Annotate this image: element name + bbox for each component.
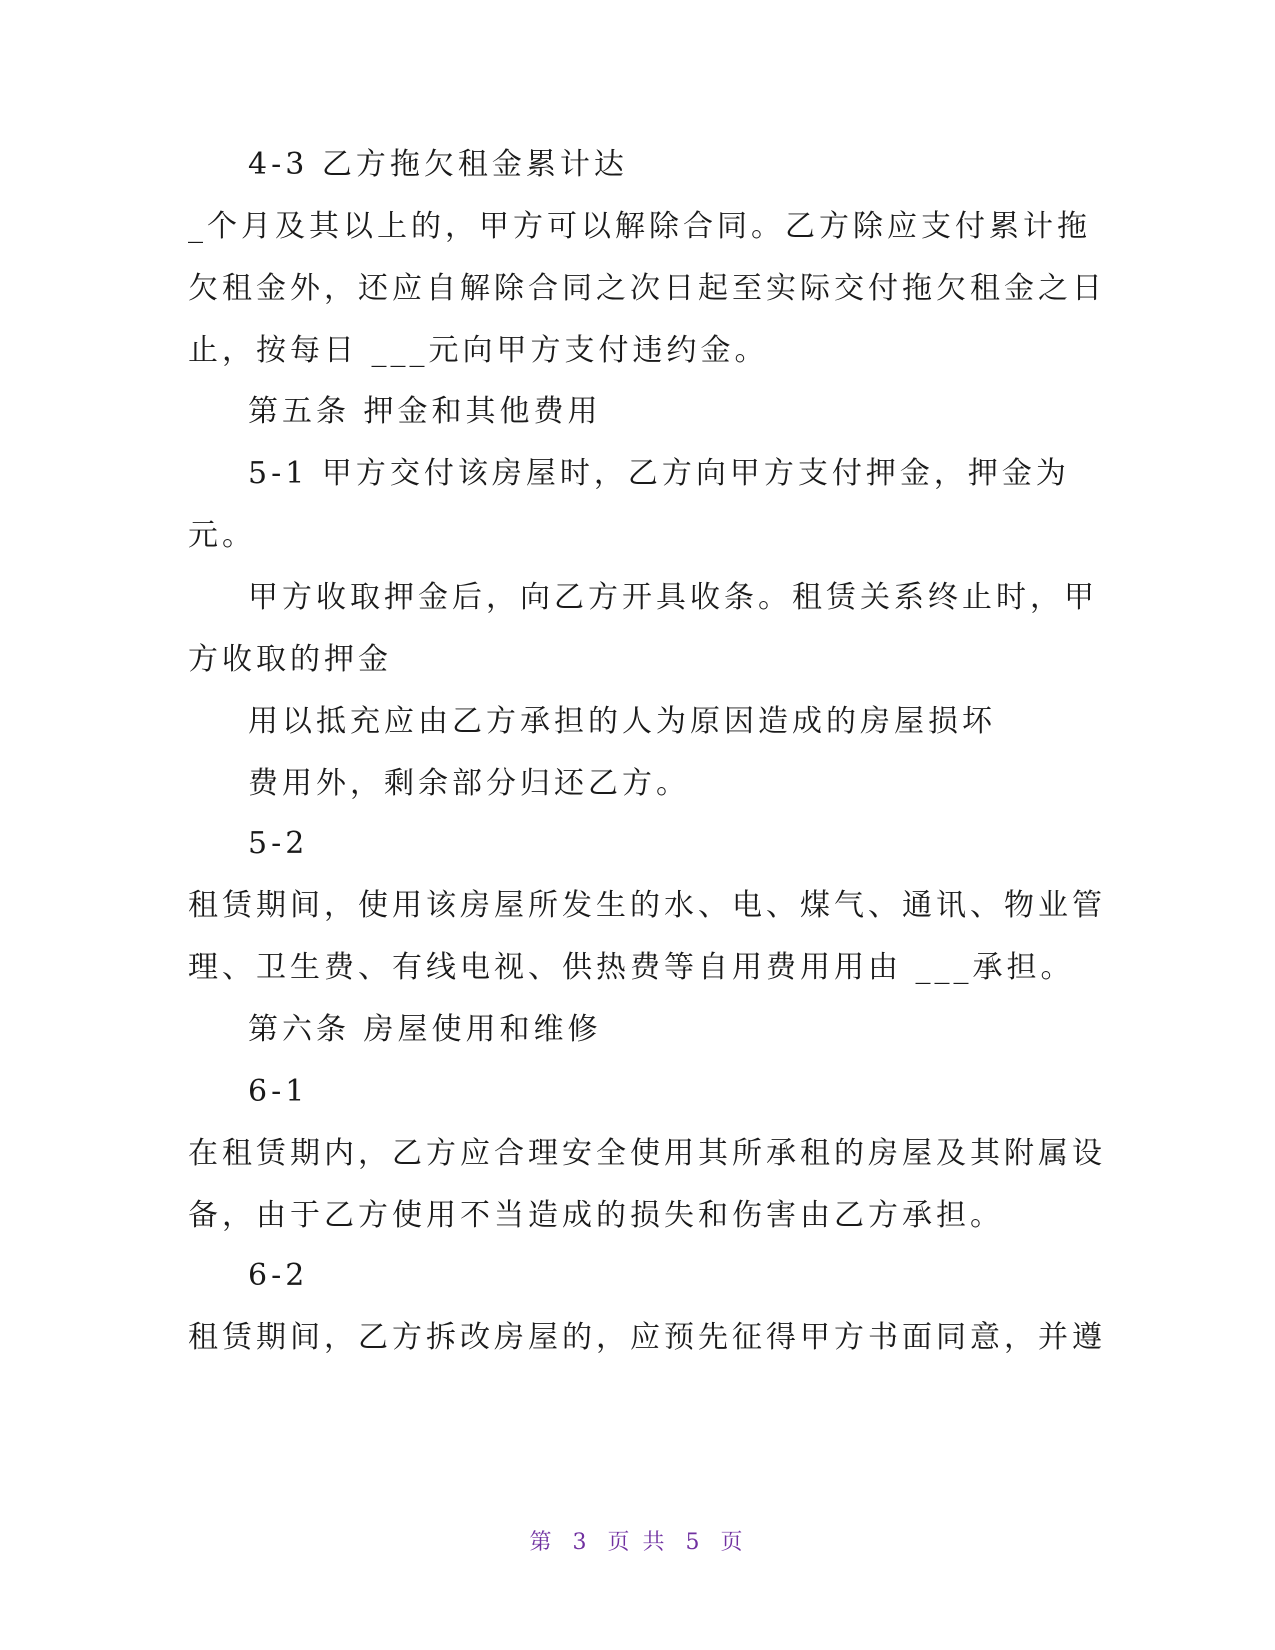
body-line: 欠租金外，还应自解除合同之次日起至实际交付拖欠租金之日 bbox=[188, 271, 1106, 306]
body-line: 甲方收取押金后，向乙方开具收条。租赁关系终止时，甲 bbox=[248, 580, 1098, 615]
article-6-heading: 第六条 房屋使用和维修 bbox=[248, 1012, 602, 1047]
total-pages-number: 5 bbox=[685, 1530, 703, 1555]
body-line: 元。 bbox=[188, 518, 256, 553]
footer-prefix: 第 bbox=[529, 1530, 555, 1555]
clause-6-2-number: 6-2 bbox=[248, 1258, 309, 1293]
body-line: _个月及其以上的，甲方可以解除合同。乙方除应支付累计拖 bbox=[188, 209, 1091, 244]
clause-4-3-line: 4-3 乙方拖欠租金累计达 bbox=[248, 147, 628, 182]
clause-5-1-line: 5-1 甲方交付该房屋时，乙方向甲方支付押金，押金为 bbox=[248, 456, 1070, 491]
current-page-number: 3 bbox=[572, 1530, 590, 1555]
body-line: 在租赁期内，乙方应合理安全使用其所承租的房屋及其附属设 bbox=[188, 1136, 1106, 1171]
body-line: 备，由于乙方使用不当造成的损失和伤害由乙方承担。 bbox=[188, 1198, 1004, 1233]
footer-middle: 页 共 bbox=[607, 1530, 668, 1555]
body-line: 方收取的押金 bbox=[188, 642, 392, 677]
body-line: 费用外，剩余部分归还乙方。 bbox=[248, 766, 690, 801]
article-5-heading: 第五条 押金和其他费用 bbox=[248, 394, 602, 429]
body-line: 理、卫生费、有线电视、供热费等自用费用用由 ___承担。 bbox=[188, 950, 1075, 985]
body-line: 用以抵充应由乙方承担的人为原因造成的房屋损坏 bbox=[248, 704, 996, 739]
body-line: 租赁期间，乙方拆改房屋的，应预先征得甲方书面同意，并遵 bbox=[188, 1320, 1106, 1355]
body-line: 租赁期间，使用该房屋所发生的水、电、煤气、通讯、物业管 bbox=[188, 888, 1106, 923]
page-footer bbox=[0, 1528, 1275, 1558]
body-line: 止，按每日 ___元向甲方支付违约金。 bbox=[188, 333, 769, 368]
clause-6-1-number: 6-1 bbox=[248, 1074, 309, 1109]
clause-5-2-number: 5-2 bbox=[248, 826, 309, 861]
footer-suffix: 页 bbox=[720, 1530, 746, 1555]
